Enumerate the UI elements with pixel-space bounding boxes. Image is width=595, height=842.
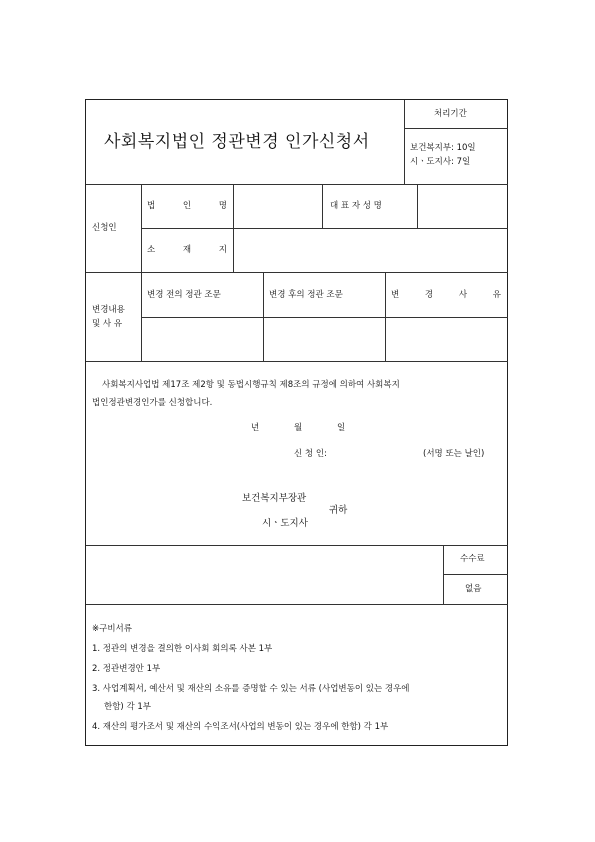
change-reason-label-char: 유 [492,290,501,300]
change-reason-label-char: 사 [458,290,468,300]
recipient-suffix: 귀하 [329,505,348,516]
applicant-label: 신청인 [92,223,117,233]
corp-name-label-char: 명 [218,201,227,211]
fee-value: 없음 [465,584,482,594]
document-item: 1. 정관의 변경을 결의한 이사회 회의록 사본 1부 [92,644,273,654]
statement-line2: 법인정관변경인가를 신청합니다. [92,398,213,408]
change-reason-label-char: 경 [424,290,434,300]
corp-name-label-char: 인 [182,201,192,211]
date-month-label: 월 [294,423,303,433]
document-item: 2. 정관변경안 1부 [92,664,161,674]
divider [443,574,508,575]
divider [86,272,508,273]
recipient-city: 시ㆍ도지사 [262,518,308,529]
document-item: 3. 사업계획서, 예산서 및 재산의 소유를 증명할 수 있는 서류 (사업변동이 있는 경우에 [92,684,410,694]
documents-header: ※구비서류 [92,624,132,634]
processing-ministry: 보건복지부: 10일 [410,143,476,153]
change-reason-label-char: 변 [391,290,400,300]
form-title: 사회복지법인 정관변경 인가신청서 [104,132,370,152]
rep-name-field[interactable] [418,185,508,228]
statement-line1: 사회복지사업법 제17조 제2항 및 동법시행규칙 제8조의 규정에 의하여 사회복지 [102,380,400,390]
corp-name-field[interactable] [234,185,322,228]
corp-name-label [147,202,227,211]
signer-field[interactable] [346,446,416,462]
divider [404,100,405,184]
after-article-label: 변경 후의 정관 조문 [269,290,343,300]
location-label-char: 소 [147,245,156,255]
divider [86,361,508,362]
date-day-label: 일 [337,423,346,433]
corp-name-label-char: 법 [147,201,156,211]
date-year-label: 년 [251,423,260,433]
fee-label: 수수료 [460,554,485,564]
processing-period-header: 처리기간 [434,109,467,119]
after-article-field[interactable] [264,318,385,361]
divider [86,545,508,546]
divider [86,604,508,605]
divider [443,545,444,604]
document-item: 한함) 각 1부 [104,702,151,712]
divider [322,184,323,228]
sign-hint: (서명 또는 날인) [423,449,485,459]
recipient-ministry: 보건복지부장관 [242,493,307,504]
location-label-char: 재 [182,245,192,255]
signer-label: 신 청 인: [294,449,327,459]
document-item: 4. 재산의 평가조서 및 재산의 수익조서(사업의 변동이 있는 경우에 한함) 각 1부 [92,722,389,732]
change-reason-label [391,291,501,300]
divider [404,128,508,129]
before-article-label: 변경 전의 정관 조문 [147,290,221,300]
location-label [147,246,227,255]
rep-name-label: 대 표 자 성 명 [330,201,382,211]
location-field[interactable] [234,229,508,272]
changes-label-line1: 변경내용 [92,305,125,315]
change-reason-field[interactable] [386,318,508,361]
application-form [85,99,508,746]
before-article-field[interactable] [142,318,263,361]
changes-label-line2: 및 사 유 [92,319,123,329]
processing-city: 시ㆍ도지사: 7일 [410,157,471,167]
location-label-char: 지 [218,245,227,255]
